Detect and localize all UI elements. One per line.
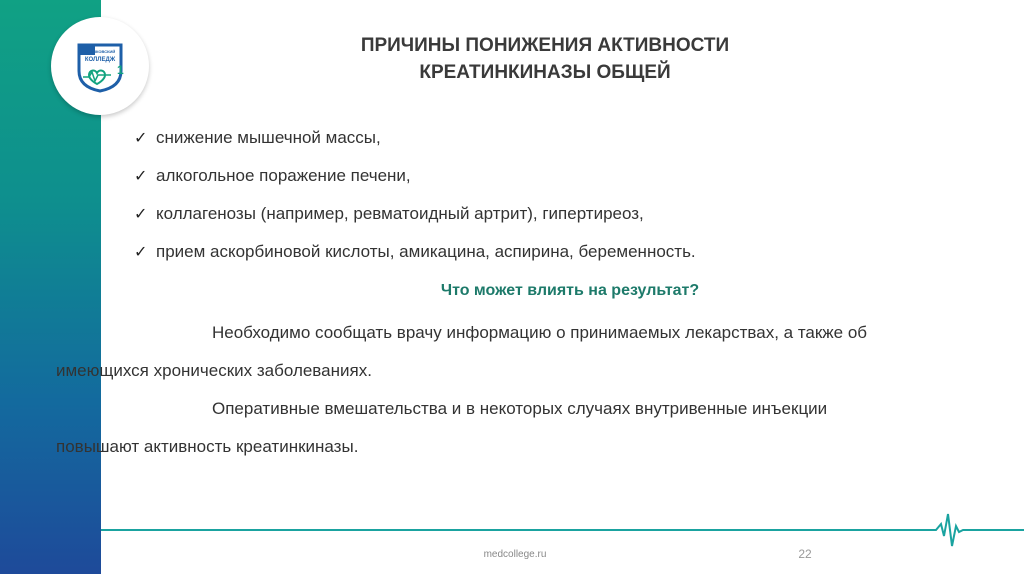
slide-title <box>300 32 790 86</box>
paragraph-1-line-1: Необходимо сообщать врачу информацию о принимаемых лекарствах, а также об <box>212 323 868 342</box>
question-heading: Что может влиять на результат? <box>440 282 700 299</box>
footer-website: medcollege.ru <box>483 549 547 560</box>
paragraph-2-line-1: Оперативные вмешательства и в некоторых случаях внутривенные инъекции <box>212 399 828 418</box>
list-item <box>134 164 696 202</box>
list-item-text: прием аскорбиновой кислоты, амикацина, аспирина, беременность. <box>156 242 696 261</box>
title-line-1: ПРИЧИНЫ ПОНИЖЕНИЯ АКТИВНОСТИ <box>360 35 730 56</box>
list-item <box>134 240 696 278</box>
page-number: 22 <box>798 547 812 561</box>
list-item-text: снижение мышечной массы, <box>156 128 381 147</box>
checkmark-icon: ✓ <box>134 206 148 223</box>
list-item <box>134 126 696 164</box>
college-logo <box>51 17 149 115</box>
logo-small-text: МЫШКОВСКИЙ <box>84 49 116 54</box>
checkmark-icon: ✓ <box>134 168 148 185</box>
paragraph-medications <box>56 314 868 390</box>
list-item-text: алкогольное поражение печени, <box>156 166 411 185</box>
logo-main-text: КОЛЛЕДЖ <box>84 57 116 63</box>
list-item <box>134 202 696 240</box>
title-line-2: КРЕАТИНКИНАЗЫ ОБЩЕЙ <box>419 62 671 83</box>
paragraph-interventions <box>56 390 828 466</box>
checkmark-icon: ✓ <box>134 130 148 147</box>
causes-list <box>134 126 696 278</box>
checkmark-icon: ✓ <box>134 244 148 261</box>
list-item-text: коллагенозы (например, ревматоидный артрит), гипертиреоз, <box>156 204 644 223</box>
paragraph-1-line-2: имеющихся хронических заболеваниях. <box>56 361 372 380</box>
paragraph-2-line-2: повышают активность креатинкиназы. <box>56 437 359 456</box>
logo-number: 1 <box>117 63 124 77</box>
footer-pulse-line <box>101 512 1024 552</box>
